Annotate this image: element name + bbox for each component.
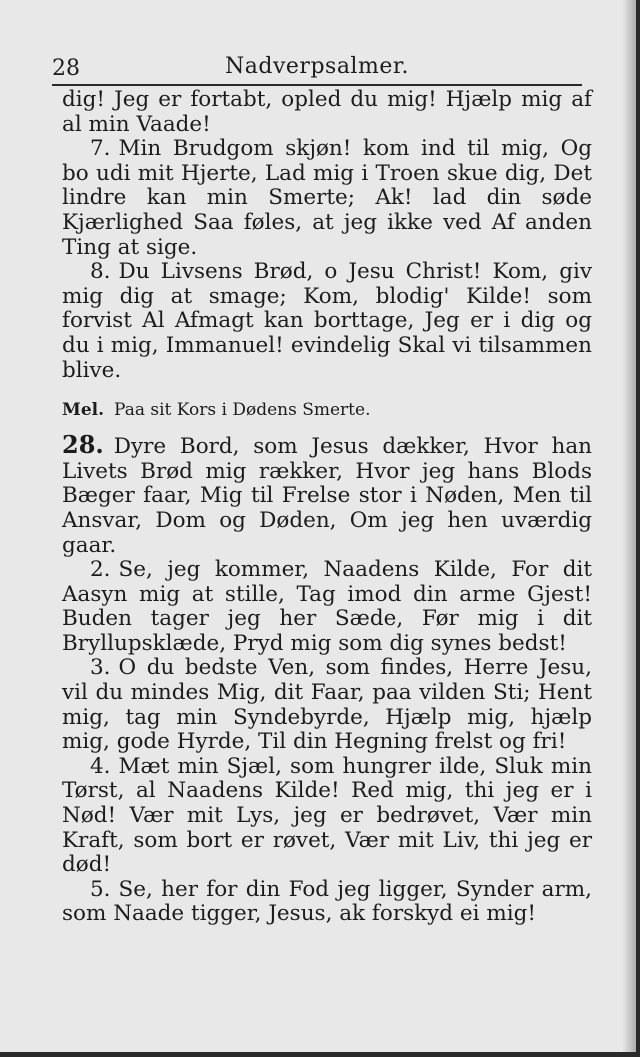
hymn-28-verse-2 — [62, 558, 592, 656]
running-title: Nadverpsalmer. — [225, 54, 409, 79]
hymn-28-verse-5 — [62, 878, 592, 927]
verse-text: Se, her for din Fod jeg ligger, Synder arm, som Naade tigger, Jesus, ak forskyd ei mig! — [62, 876, 592, 927]
verse-continuation: dig! Jeg er fortabt, opled du mig! Hjælp mig af al min Vaade! — [62, 87, 592, 137]
verse-number: 2. — [90, 557, 111, 583]
verse-7 — [62, 137, 592, 260]
hymn-28-verse-4 — [62, 755, 592, 878]
verse-number: 7. — [90, 136, 111, 162]
verse-text: Se, jeg kommer, Naadens Kilde, For dit Aasyn mig at stille, Tag imod din arme Gjest! Buden tager jeg her Sæde, Før mig i dit Bryllupsklæde, Pryd mig som dig synes bedst! — [62, 557, 592, 656]
hymn-number: 28. — [62, 430, 104, 460]
verse-text: Min Brudgom skjøn! kom ind til mig, Og bo udi mit Hjerte, Lad mig i Troen skue dig, Det lindre kan min Smerte; Ak! lad din søde Kjærlighed Saa føles, at jeg ikke ved Af anden Ting at sige. — [62, 136, 592, 260]
melody-label: Mel. — [62, 400, 105, 421]
hymn-28-verse-1 — [62, 430, 592, 558]
page-number: 28 — [52, 56, 80, 81]
binding-shadow — [622, 0, 636, 1052]
verse-text: Dyre Bord, som Jesus dækker, Hvor han Livets Brød mig rækker, Hvor jeg hans Blods Bæger faar, Mig til Frelse stor i Nøden, Men til Ansvar, Dom og Døden, Om jeg hen uværdig gaar. — [62, 434, 592, 558]
verse-text: Du Livsens Brød, o Jesu Christ! Kom, giv mig dig at smage; Kom, blodig' Kilde! som forvist Al Afmagt kan borttage, Jeg er i dig og du i mig, Immanuel! evindelig Skal vi tilsammen blive. — [62, 259, 592, 383]
page-body — [62, 88, 592, 927]
verse-number: 8. — [90, 259, 111, 285]
verse-number: 4. — [90, 753, 111, 779]
verse-text: Mæt min Sjæl, som hungrer ilde, Sluk min Tørst, al Naadens Kilde! Red mig, thi jeg er i Nød! Vær mit Lys, jeg er bedrøvet, Vær min Kraft, som bort er røvet, Vær mit Liv, thi jeg er død! — [62, 753, 592, 878]
verse-number: 3. — [90, 655, 111, 681]
verse-number: 5. — [90, 876, 111, 902]
melody-line — [62, 399, 592, 421]
verse-8 — [62, 260, 592, 383]
verse-text: O du bedste Ven, som findes, Herre Jesu, vil du mindes Mig, dit Faar, paa vilden Sti; Hent mig, tag min Syndebyrde, Hjælp mig, hjælp mig, gode Hyrde, Til din Hegning frelst og fri! — [62, 655, 592, 755]
page-header — [52, 52, 582, 86]
hymn-28-verse-3 — [62, 656, 592, 754]
melody-text: Paa sit Kors i Dødens Smerte. — [114, 400, 371, 421]
